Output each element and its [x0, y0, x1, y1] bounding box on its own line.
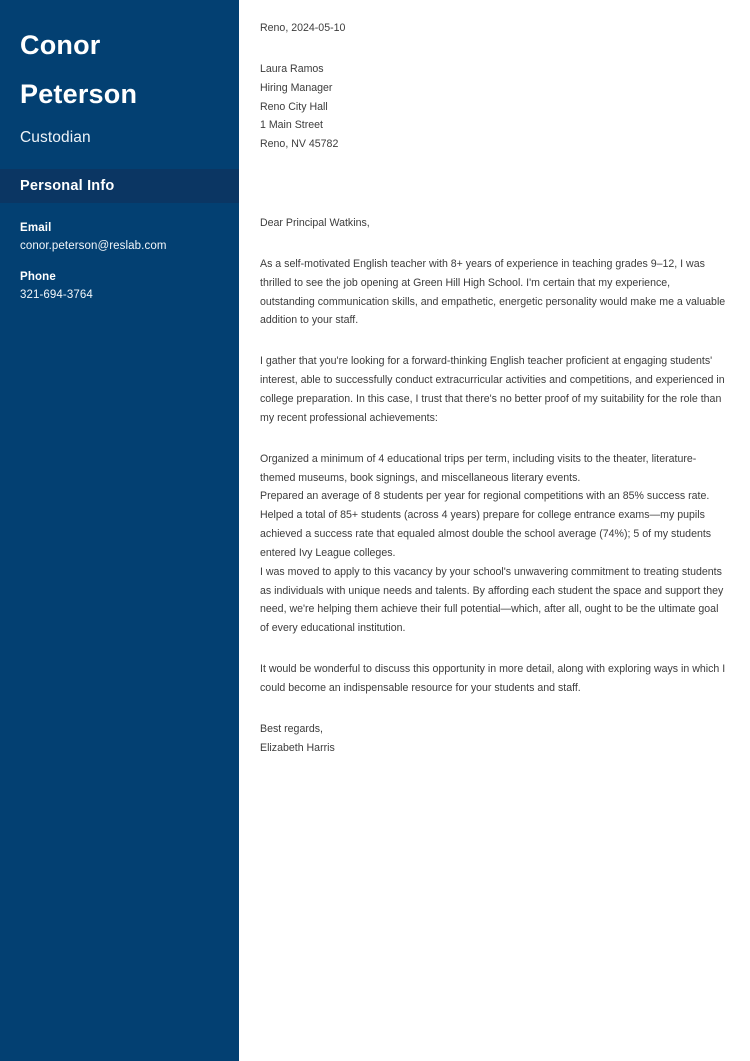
email-value[interactable]: conor.peterson@reslab.com	[20, 240, 167, 253]
first-name: Conor	[20, 30, 101, 60]
paragraph-intro: As a self-motivated English teacher with 8+ years of experience in teaching grades 9–12, I was thrilled to see the job opening at Green Hill High School. I'm certain that my experience, outstanding communication skills, and empathetic, energetic personality would make me a valuable addition to your staff.	[260, 257, 726, 327]
signature-block	[260, 720, 726, 758]
personal-info-list	[0, 203, 239, 304]
phone-value[interactable]: 321-694-3764	[20, 288, 93, 301]
recipient-address-block	[260, 60, 726, 154]
achievement-item: Helped a total of 85+ students (across 4 years) prepare for college entrance exams—my pupils achieved a success rate that equaled almost double the school average (74%); 5 of my students entered Ivy League colleges.	[260, 509, 712, 559]
personal-info-section-header	[0, 169, 239, 203]
recipient-street: 1 Main Street	[260, 119, 324, 132]
achievement-item: I was moved to apply to this vacancy by your school's unwavering commitment to treating students as individuals with unique needs and talents. By affording each student the space and support they need, we're helping them achieve their full potential—which, after all, ought to be the ultimate goal of every educational institution.	[260, 565, 724, 635]
phone-label: Phone	[20, 270, 56, 283]
salutation: Dear Principal Watkins,	[260, 217, 370, 230]
recipient-role: Hiring Manager	[260, 81, 333, 94]
achievement-item: Organized a minimum of 4 educational trips per term, including visits to the theater, literature-themed museums, book signings, and miscellaneous literary events.	[260, 452, 697, 484]
sidebar	[0, 0, 239, 1061]
letter-body	[239, 0, 750, 1061]
recipient-name: Laura Ramos	[260, 62, 324, 75]
paragraph-closing: It would be wonderful to discuss this opportunity in more detail, along with exploring ways in which I could become an indispensable resource for your students and staff.	[260, 663, 726, 694]
contact-item-email	[20, 220, 219, 256]
paragraph-qualifications: I gather that you're looking for a forward-thinking English teacher proficient at engaging students' interest, able to successfully conduct extracurricular activities and competitions, and experienced in college preparation. In this case, I trust that there's no better proof of my suitability for the role than my recent professional achievements:	[260, 355, 725, 424]
sidebar-header	[0, 0, 239, 147]
job-title: Custodian	[20, 129, 91, 146]
last-name: Peterson	[20, 79, 138, 109]
signature-name: Elizabeth Harris	[260, 741, 335, 754]
sign-off-line: Best regards,	[260, 722, 324, 735]
personal-info-title: Personal Info	[20, 178, 115, 194]
recipient-company: Reno City Hall	[260, 100, 328, 113]
achievements-list	[260, 450, 726, 638]
achievement-item: Prepared an average of 8 students per year for regional competitions with an 85% success rate.	[260, 490, 710, 503]
date-line: Reno, 2024-05-10	[260, 22, 346, 34]
contact-item-phone	[20, 269, 219, 305]
email-label: Email	[20, 222, 52, 234]
recipient-city-state-zip: Reno, NV 45782	[260, 138, 339, 151]
